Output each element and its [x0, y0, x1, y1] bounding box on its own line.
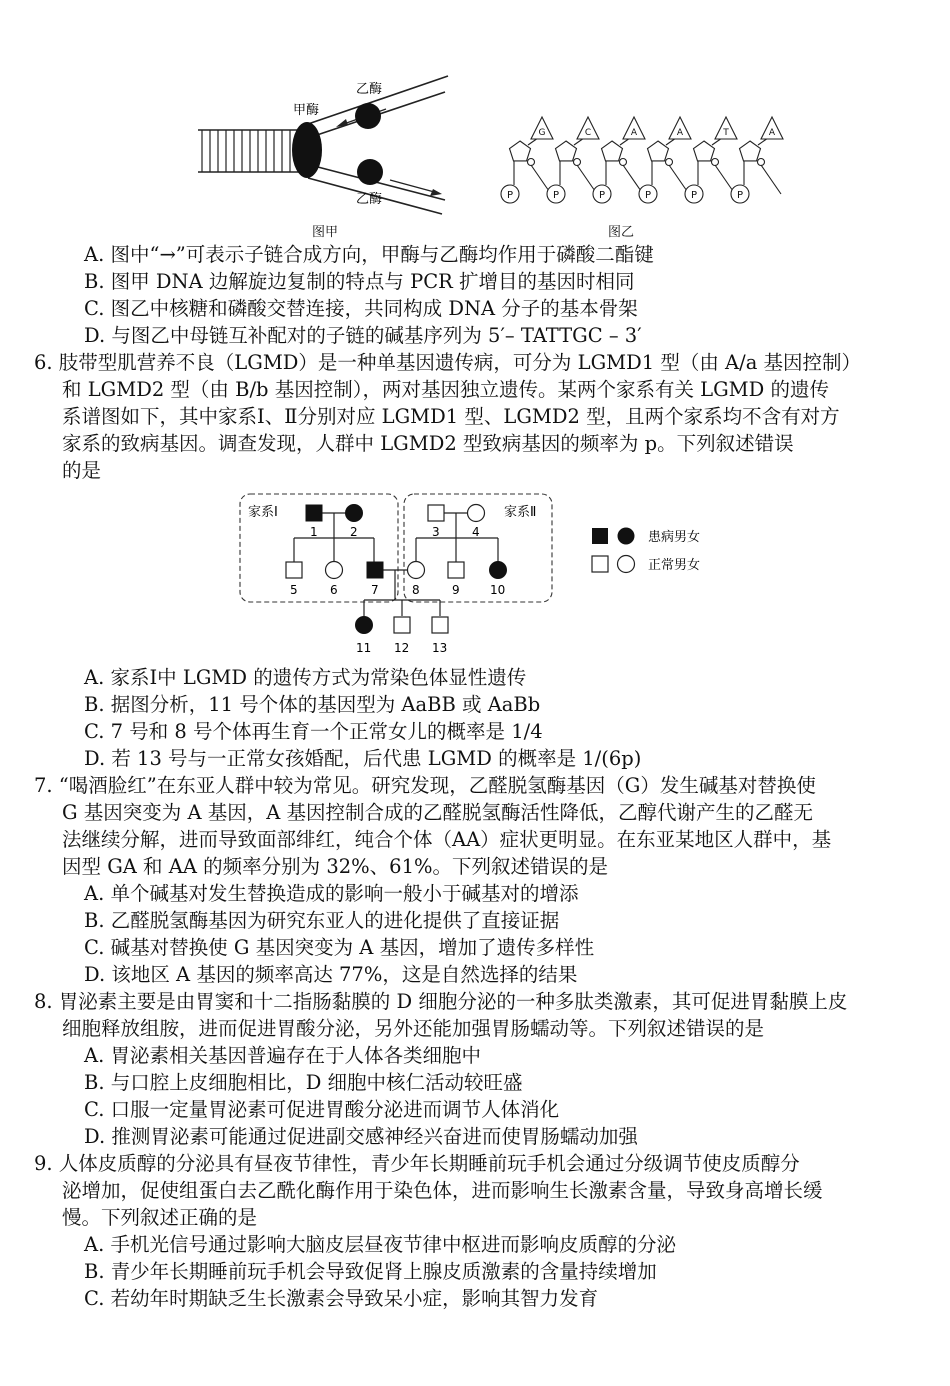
id-8: 8: [412, 583, 420, 597]
sugar-pentagon: [740, 141, 761, 161]
individual-11-affected-female: [356, 617, 373, 634]
individual-10-affected-female: [490, 562, 507, 579]
nucleotide-4: [639, 117, 691, 203]
q6-option-b: B. 据图分析，11 号个体的基因型为 AaBB 或 AaBb: [84, 693, 541, 716]
individual-13-normal-male: [432, 617, 448, 633]
q6-stem-line-5: 的是: [62, 459, 102, 482]
base-label: G: [538, 128, 546, 138]
individual-7-affected-male: [367, 562, 383, 578]
sugar-pentagon: [602, 141, 623, 161]
id-10: 10: [490, 583, 506, 597]
q8-stem-line-2: 细胞释放组胺，进而促进胃酸分泌，另外还能加强胃肠蠕动等。下列叙述错误的是: [62, 1017, 765, 1040]
legend-normal-label: 正常男女: [648, 558, 701, 573]
sugar-pentagon: [556, 141, 577, 161]
pedigree-diagram: [236, 490, 736, 660]
legend-affected-female: [618, 528, 635, 545]
sugar-pentagon: [694, 141, 715, 161]
q9-option-a: A. 手机光信号通过影响大脑皮层昼夜节律中枢进而影响皮质醇的分泌: [84, 1233, 676, 1256]
id-1: 1: [310, 525, 318, 539]
phosphate-label: P: [690, 190, 698, 201]
helicase-enzyme-jia: [292, 122, 322, 178]
q8-stem-line-1: 8. 胃泌素主要是由胃窦和十二指肠黏膜的 D 细胞分泌的一种多肽类激素，其可促进胃黏膜上皮: [34, 990, 848, 1013]
caption-fig-jia: 图甲: [312, 225, 339, 240]
id-5: 5: [290, 583, 298, 597]
label-yi-enzyme-bottom: 乙酶: [356, 192, 383, 207]
id-11: 11: [356, 641, 372, 655]
figure-jia-replication-fork: [190, 72, 460, 222]
q5-option-b: B. 图甲 DNA 边解旋边复制的特点与 PCR 扩增目的基因时相同: [84, 270, 635, 293]
q8-option-a: A. 胃泌素相关基因普遍存在于人体各类细胞中: [84, 1044, 481, 1067]
q9-stem-line-2: 泌增加，促使组蛋白去乙酰化酶作用于染色体，进而影响生长激素含量，导致身高增长缓: [62, 1179, 823, 1202]
dna-ladder: [198, 130, 300, 172]
individual-6-normal-female: [326, 562, 343, 579]
oxygen-circle: [620, 159, 627, 166]
individual-8-normal-female: [408, 562, 425, 579]
nucleotide-1: [501, 117, 553, 203]
label-jia-enzyme: 甲酶: [293, 103, 320, 118]
phosphate-label: P: [598, 190, 606, 201]
q9-option-b: B. 青少年长期睡前玩手机会导致促肾上腺皮质激素的含量持续增加: [84, 1260, 657, 1283]
q6-stem-line-1: 6. 肢带型肌营养不良（LGMD）是一种单基因遗传病，可分为 LGMD1 型（由 A/a 基因控制）: [34, 351, 862, 374]
q7-stem-line-3: 法继续分解，进而导致面部绯红，纯合个体（AA）症状更明显。在东亚某地区人群中，基: [62, 828, 832, 851]
q6-stem-line-2: 和 LGMD2 型（由 B/b 基因控制），两对基因独立遗传。某两个家系有关 LGMD 的遗传: [62, 378, 829, 401]
base-label: A: [768, 128, 776, 138]
legend-normal-male: [592, 556, 608, 572]
nucleotide-3: [593, 117, 645, 203]
q6-option-c: C. 7 号和 8 号个体再生育一个正常女儿的概率是 1/4: [84, 720, 543, 743]
q5-option-c: C. 图乙中核糖和磷酸交替连接，共同构成 DNA 分子的基本骨架: [84, 297, 638, 320]
individual-2-affected-female: [346, 505, 363, 522]
phosphate-label: P: [644, 190, 652, 201]
base-label: A: [676, 128, 684, 138]
lower-daughter-arrow: [390, 180, 438, 193]
q6-option-d: D. 若 13 号与一正常女孩婚配，后代患 LGMD 的概率是 1/(6p): [84, 747, 642, 770]
family-2-label: 家系Ⅱ: [504, 505, 537, 520]
phosphate-label: P: [506, 190, 514, 201]
q8-option-d: D. 推测胃泌素可能通过促进副交感神经兴奋进而使胃肠蠕动加强: [84, 1125, 638, 1148]
nucleotide-2: [547, 117, 599, 203]
q8-option-c: C. 口服一定量胃泌素可促进胃酸分泌进而调节人体消化: [84, 1098, 560, 1121]
oxygen-circle: [528, 159, 535, 166]
id-9: 9: [452, 583, 460, 597]
sugar-pentagon: [510, 141, 531, 161]
oxygen-circle: [712, 159, 719, 166]
q6-option-a: A. 家系Ⅰ中 LGMD 的遗传方式为常染色体显性遗传: [84, 666, 527, 689]
individual-4-normal-female: [468, 505, 485, 522]
individual-1-affected-male: [306, 505, 322, 521]
id-7: 7: [371, 583, 379, 597]
base-label: T: [723, 128, 729, 138]
label-yi-enzyme-top: 乙酶: [356, 82, 383, 97]
oxygen-circle: [574, 159, 581, 166]
caption-fig-yi: 图乙: [608, 225, 635, 240]
oxygen-circle: [666, 159, 673, 166]
legend-affected-male: [592, 528, 608, 544]
family-1-label: 家系Ⅰ: [248, 505, 278, 520]
q6-stem-line-3: 系谱图如下，其中家系Ⅰ、Ⅱ分别对应 LGMD1 型、LGMD2 型，且两个家系均不含有对方: [62, 405, 840, 428]
q8-option-b: B. 与口腔上皮细胞相比，D 细胞中核仁活动较旺盛: [84, 1071, 523, 1094]
base-label: A: [630, 128, 638, 138]
sugar-pentagon: [648, 141, 669, 161]
base-label: C: [584, 128, 592, 138]
individual-9-normal-male: [448, 562, 464, 578]
q9-stem-line-3: 慢。下列叙述正确的是: [62, 1206, 258, 1229]
individual-12-normal-male: [394, 617, 410, 633]
q7-stem-line-4: 因型 GA 和 AA 的频率分别为 32%、61%。下列叙述错误的是: [62, 855, 609, 878]
individual-5-normal-male: [286, 562, 302, 578]
q7-stem-line-1: 7. “喝酒脸红”在东亚人群中较为常见。研究发现，乙醛脱氢酶基因（G）发生碱基对替换使: [34, 774, 816, 797]
nucleotide-6: [731, 117, 783, 203]
q7-option-c: C. 碱基对替换使 G 基因突变为 A 基因，增加了遗传多样性: [84, 936, 595, 959]
q6-stem-line-4: 家系的致病基因。调查发现，人群中 LGMD2 型致病基因的频率为 p。下列叙述错误: [62, 432, 794, 455]
q7-option-a: A. 单个碱基对发生替换造成的影响一般小于碱基对的增添: [84, 882, 579, 905]
id-3: 3: [432, 525, 440, 539]
id-6: 6: [330, 583, 338, 597]
q9-stem-line-1: 9. 人体皮质醇的分泌具有昼夜节律性，青少年长期睡前玩手机会通过分级调节使皮质醇分: [34, 1152, 800, 1175]
q5-option-a: A. 图中“→”可表示子链合成方向，甲酶与乙酶均作用于磷酸二酯键: [84, 243, 654, 266]
polymerase-enzyme-upper: [355, 103, 381, 129]
individual-3-normal-male: [428, 505, 444, 521]
legend-normal-female: [618, 556, 635, 573]
phosphate-label: P: [736, 190, 744, 201]
figure-yi-nucleotide-chain: [486, 108, 776, 220]
id-2: 2: [350, 525, 358, 539]
q9-option-c: C. 若幼年时期缺乏生长激素会导致呆小症，影响其智力发育: [84, 1287, 599, 1310]
q7-option-b: B. 乙醛脱氢酶基因为研究东亚人的进化提供了直接证据: [84, 909, 560, 932]
lower-arrowhead: [430, 189, 442, 196]
q7-option-d: D. 该地区 A 基因的频率高达 77%，这是自然选择的结果: [84, 963, 578, 986]
polymerase-enzyme-lower: [357, 159, 383, 185]
oxygen-circle: [758, 159, 765, 166]
q5-option-d: D. 与图乙中母链互补配对的子链的碱基序列为 5′– TATTGC – 3′: [84, 324, 642, 347]
q7-stem-line-2: G 基因突变为 A 基因，A 基因控制合成的乙醛脱氢酶活性降低，乙醇代谢产生的乙醛无: [62, 801, 814, 824]
legend-affected-label: 患病男女: [648, 530, 701, 545]
phosphate-label: P: [552, 190, 560, 201]
nucleotide-5: [685, 117, 737, 203]
id-4: 4: [472, 525, 480, 539]
id-12: 12: [394, 641, 410, 655]
id-13: 13: [432, 641, 448, 655]
